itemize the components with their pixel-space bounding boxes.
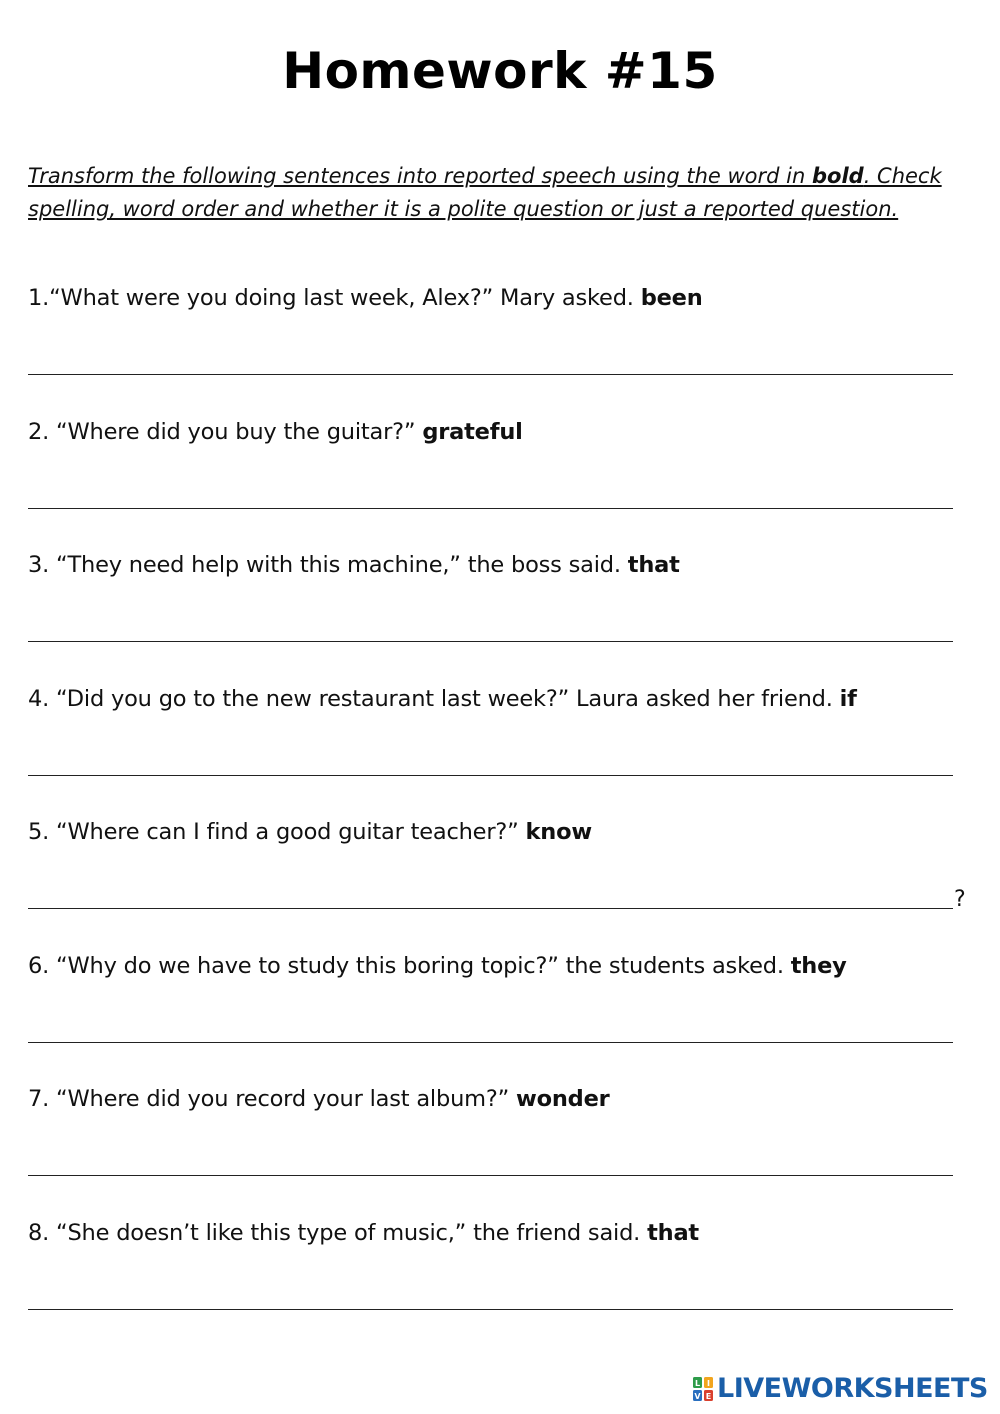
question-keyword: wonder	[516, 1086, 610, 1112]
answer-line-7[interactable]	[28, 1175, 953, 1176]
answer-line-4[interactable]	[28, 775, 953, 776]
question-text: 7. “Where did you record your last album?”	[28, 1086, 516, 1112]
question-text: 3. “They need help with this machine,” the boss said.	[28, 552, 628, 578]
question-keyword: that	[627, 552, 680, 578]
page-title: Homework #15	[282, 42, 718, 100]
question-keyword: know	[525, 819, 592, 845]
question-text: 2. “Where did you buy the guitar?”	[28, 419, 423, 445]
logo-letter-v: V	[694, 1392, 701, 1401]
question-3	[28, 549, 993, 581]
question-6	[28, 950, 993, 982]
instructions	[28, 160, 973, 226]
question-keyword: grateful	[422, 419, 523, 445]
question-1	[28, 282, 993, 314]
question-keyword: that	[647, 1220, 699, 1246]
answer-line-2[interactable]	[28, 508, 953, 509]
answer-line-1[interactable]	[28, 374, 953, 375]
brand-name: LIVEWORKSHEETS	[717, 1373, 988, 1404]
question-text: 5. “Where can I find a good guitar teacher?”	[28, 819, 526, 845]
answer-line-5[interactable]	[28, 908, 953, 909]
question-5	[28, 816, 993, 848]
question-keyword: been	[640, 285, 703, 311]
question-keyword: if	[839, 686, 857, 712]
logo-letter-l: L	[694, 1379, 701, 1388]
answer-line-8[interactable]	[28, 1309, 953, 1310]
question-8	[28, 1217, 993, 1249]
question-keyword: they	[790, 953, 847, 979]
logo-letter-e: E	[705, 1392, 712, 1401]
question-text: 4. “Did you go to the new restaurant last week?” Laura asked her friend.	[28, 686, 840, 712]
answer-line-6[interactable]	[28, 1042, 953, 1043]
answer-line-3[interactable]	[28, 641, 953, 642]
instructions-bold-word: bold	[811, 164, 864, 188]
question-2	[28, 416, 993, 448]
question-text: 6. “Why do we have to study this boring topic?” the students asked.	[28, 953, 791, 979]
logo-letter-i: I	[707, 1379, 710, 1388]
answer-suffix-question-mark: ?	[954, 887, 966, 912]
liveworksheets-brand	[692, 1372, 988, 1406]
question-7	[28, 1083, 993, 1115]
instructions-part-1: Transform the following sentences into reported speech using the word in	[28, 164, 812, 188]
liveworksheets-logo-icon	[692, 1376, 714, 1402]
question-text: 8. “She doesn’t like this type of music,” the friend said.	[28, 1220, 648, 1246]
question-4	[28, 683, 993, 715]
instructions-part-2: . Check spelling, word order and whether it is a polite question or just a reported question.	[28, 164, 942, 221]
question-text: 1.“What were you doing last week, Alex?” Mary asked.	[28, 285, 641, 311]
